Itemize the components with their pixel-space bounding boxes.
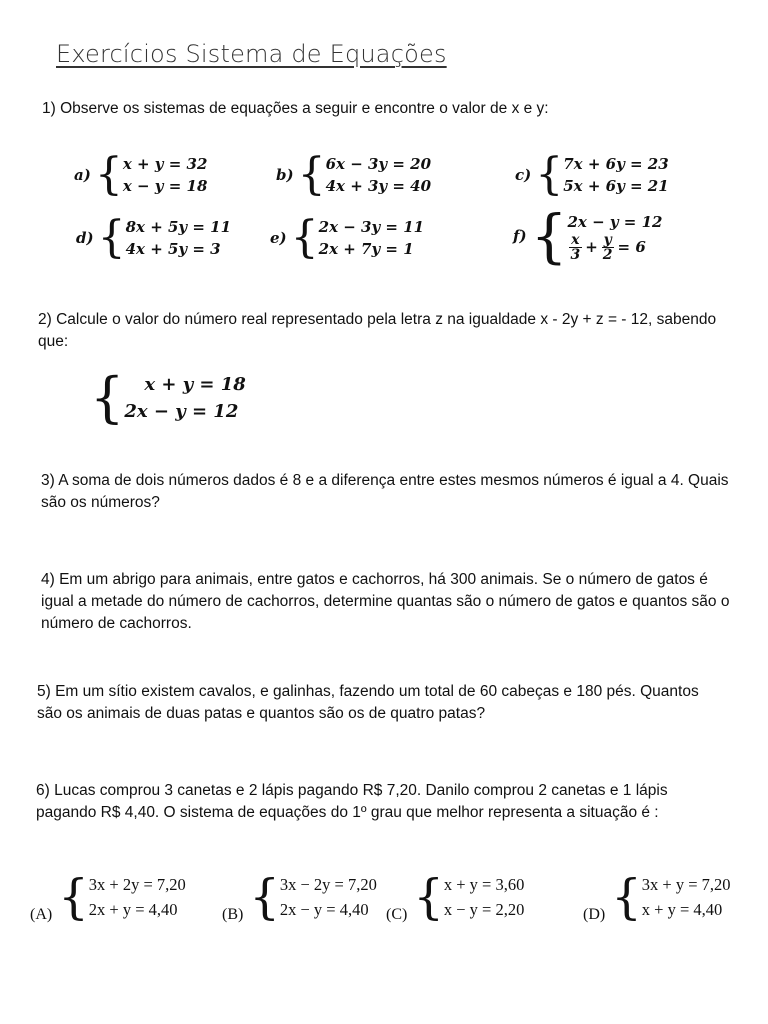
equation: x + y = 18 [144,374,246,395]
equation: 2x − y = 12 [124,401,239,422]
system-b [276,149,432,200]
system-label: a) [74,166,91,184]
fraction-numerator: y [603,231,612,248]
brace-icon: { [413,869,444,925]
brace-icon: { [58,869,89,925]
brace-icon: { [611,869,642,925]
brace-icon: { [290,212,319,263]
option-label: (D) [583,906,606,923]
equation: 6x − 3y = 20 [325,155,432,173]
system-e [270,212,425,263]
brace-icon: { [94,149,123,200]
equation: 2x − y = 4,40 [279,900,369,919]
fraction-numerator: x [571,231,580,248]
equation: 4x + 5y = 3 [125,240,221,258]
brace-icon: { [535,149,564,200]
option-label: (A) [30,906,53,923]
option-c [386,869,525,925]
equation: 2x + 7y = 1 [318,240,414,258]
equation: 2x − y = 12 [567,212,663,231]
equation: x − y = 2,20 [443,900,525,919]
option-b [222,869,377,925]
fraction-denominator: 3 [570,246,581,263]
fraction [568,233,582,262]
question-3-text: 3) A soma de dois números dados é 8 e a diferença entre estes mesmos números é igual a 4. Quais são os números? [41,472,729,511]
system-q2 [90,366,246,429]
system-label: d) [76,229,94,247]
system-f [513,202,663,270]
system-d [76,212,232,263]
equation: 2x + y = 4,40 [88,900,178,919]
plus-sign: + [585,238,598,256]
equation: 8x + 5y = 11 [125,218,232,236]
system-label: f) [513,227,527,245]
equation: x + y = 32 [122,155,208,173]
option-label: (B) [222,906,244,923]
equation: 7x + 6y = 23 [563,155,669,173]
equation: 4x + 3y = 40 [325,177,432,195]
system-label: b) [276,166,294,184]
question-2-text: 2) Calcule o valor do número real representado pela letra z na igualdade x - 2y + z = - 12, sabendo que: [38,311,717,350]
question-6-text: 6) Lucas comprou 3 canetas e 2 lápis pagando R$ 7,20. Danilo comprou 2 canetas e 1 lápis pagando R$ 4,40. O sistema de equações do 1º grau que melhor representa a situação é : [36,782,668,821]
equation: x − y = 18 [122,177,208,195]
brace-icon: { [97,212,126,263]
brace-icon: { [530,202,568,270]
equation: x + y = 4,40 [641,900,723,919]
brace-icon: { [249,869,280,925]
equation-fraction [567,233,662,262]
question-4-text: 4) Em um abrigo para animais, entre gatos e cachorros, há 300 animais. Se o número de gatos é igual a metade do número de cachorros, determine quantas são o número de gatos e quantos são o número de cachorros. [41,571,730,632]
equation: 2x − 3y = 11 [318,218,425,236]
equation: 3x − 2y = 7,20 [279,875,377,894]
equation: 3x + y = 7,20 [641,875,731,894]
page-title: Exercícios Sistema de Equações [56,40,447,68]
question-1-text: 1) Observe os sistemas de equações a seguir e encontre o valor de x e y: [42,100,549,117]
equation-rhs: = 6 [617,238,646,256]
equation: x + y = 3,60 [443,875,525,894]
equation: 5x + 6y = 21 [563,177,669,195]
system-label: e) [270,229,287,247]
option-a [30,869,186,925]
fraction [601,233,615,262]
option-d [583,869,731,925]
fraction-denominator: 2 [602,246,613,263]
system-label: c) [515,166,532,184]
system-a [74,149,208,200]
brace-icon: { [90,366,125,429]
question-5-text: 5) Em um sítio existem cavalos, e galinhas, fazendo um total de 60 cabeças e 180 pés. Quantos são os animais de duas patas e quantos são os de quatro patas? [37,683,699,722]
equation: 3x + 2y = 7,20 [88,875,186,894]
system-c [515,149,669,200]
brace-icon: { [297,149,326,200]
option-label: (C) [386,906,408,923]
